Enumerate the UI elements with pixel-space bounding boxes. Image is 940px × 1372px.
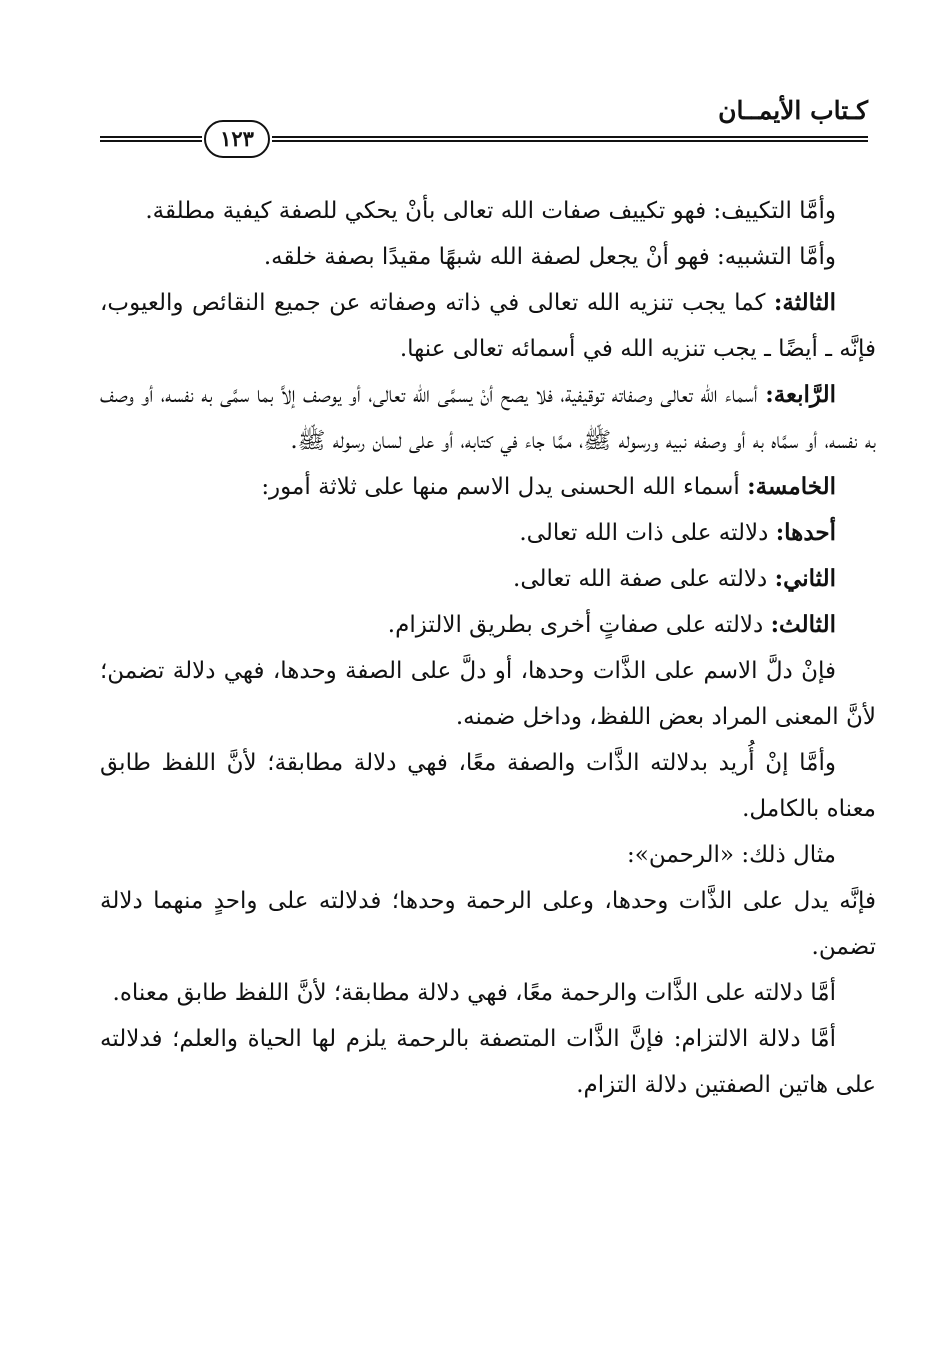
paragraph-text: أمَّا دلالة الالتزام: فإنَّ الذَّات المتصفة بالرحمة يلزم لها الحياة والعلم؛ فدلالته على هاتين الصفتين دلالة التزام. [100,1026,876,1098]
paragraph-text: مثال ذلك: «الرحمن»: [627,842,836,868]
page-body [100,188,876,1108]
paragraph-lead: الثاني: [774,565,836,592]
paragraph-text: وأمَّا التشبيه: فهو أنْ يجعل لصفة الله شبهًا مقيدًا بصفة خلقه. [263,244,836,270]
paragraph-text: دلالته على ذات الله تعالى. [519,520,776,546]
paragraph-first-meaning [100,510,876,556]
header-rule-left [100,136,202,142]
paragraph-tashbih [100,234,876,280]
paragraph-text: فإنْ دلَّ الاسم على الذَّات وحدها، أو دلَّ على الصفة وحدها، فهي دلالة تضمن؛ لأنَّ المعنى المراد بعض اللفظ، وداخل ضمنه. [100,658,876,730]
paragraph-text: أمَّا دلالته على الذَّات والرحمة معًا، فهي دلالة مطابقة؛ لأنَّ اللفظ طابق معناه. [112,980,836,1006]
paragraph-text: دلالته على صفة الله تعالى. [513,566,775,592]
paragraph-lead: الخامسة: [747,473,836,500]
paragraph-second-meaning [100,556,876,602]
paragraph-lead: الرَّابعة: [765,381,836,408]
book-title: كـتاب الأيمــان [718,96,868,125]
paragraph-example [100,832,876,878]
paragraph-text: فإنَّه يدل على الذَّات وحدها، وعلى الرحمة وحدها؛ فدلالته على واحدٍ منهما دلالة تضمن. [100,888,876,960]
paragraph-fifth [100,464,876,510]
paragraph-third-meaning [100,602,876,648]
paragraph-text: أسماء الله تعالى وصفاته توقيفية، فلا يصح أنْ يسمَّى الله تعالى، أو يوصف إلاَّ بما سمَّى به نفسه، أو وصف به نفسه، أو سمَّاه به أو وصفه نبيه ورسوله ﷺ، ممَّا جاء في كتابه، أو على لسان رسوله ﷺ. [100,382,876,454]
paragraph-fourth [100,372,876,464]
paragraph-text: وأمَّا التكييف: فهو تكييف صفات الله تعالى بأنْ يحكي للصفة كيفية مطلقة. [145,198,836,224]
paragraph-tadammun [100,648,876,740]
paragraph-mutabaqa [100,740,876,832]
paragraph-lead: أحدها: [775,519,836,546]
paragraph-iltizam [100,1016,876,1108]
paragraph-third [100,280,876,372]
paragraph-lead: الثالث: [770,611,836,638]
paragraph-text: وأمَّا إنْ أُريد بدلالته الذَّات والصفة معًا، فهي دلالة مطابقة؛ لأنَّ اللفظ طابق معناه بالكامل. [100,750,876,822]
paragraph-text: دلالته على صفاتٍ أخرى بطريق الالتزام. [387,612,771,638]
paragraph-text: أسماء الله الحسنى يدل الاسم منها على ثلاثة أمور: [261,474,748,500]
page-number: ١٢٣ [204,120,270,158]
page-header [100,92,868,162]
paragraph-example-mutabaqa [100,970,876,1016]
paragraph-takyif [100,188,876,234]
paragraph-example-tadammun [100,878,876,970]
paragraph-lead: الثالثة: [773,289,836,316]
paragraph-text: كما يجب تنزيه الله تعالى في ذاته وصفاته عن جميع النقائص والعيوب، فإنَّه ـ أيضًا ـ يجب تنزيه الله في أسمائه تعالى عنها. [100,290,876,362]
header-rule-right [272,136,868,142]
